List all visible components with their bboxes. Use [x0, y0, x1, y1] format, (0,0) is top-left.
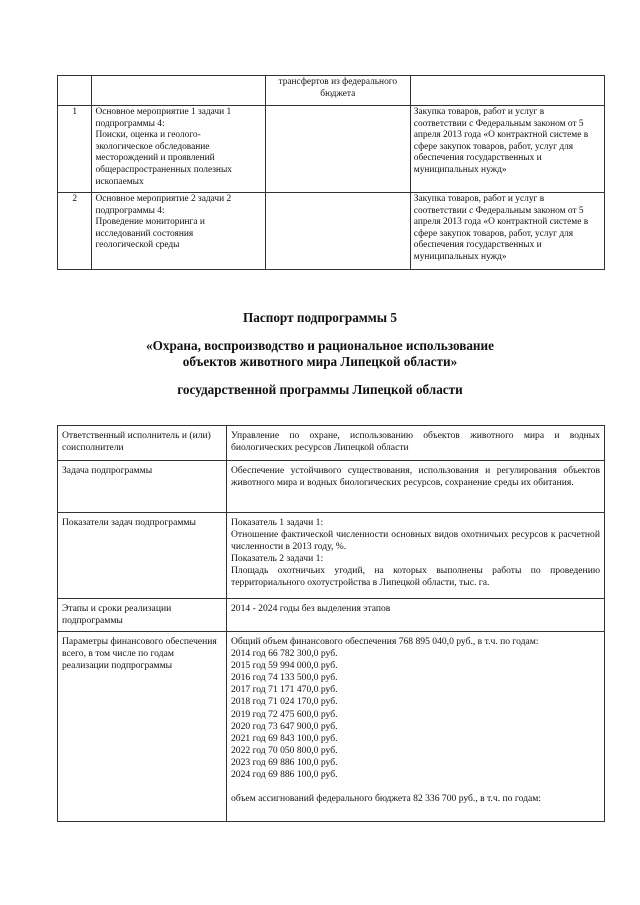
text-line: Общий объем финансового обеспечения 768 895 040,0 руб., в т.ч. по годам:	[231, 636, 539, 647]
row-label: Этапы и сроки реализации подпрограммы	[58, 599, 227, 632]
row-label: Ответственный исполнитель и (или) соисполнители	[58, 426, 227, 461]
text-line: Основное мероприятие 1 задачи 1	[95, 107, 232, 117]
passport-title: Паспорт подпрограммы 5	[243, 310, 397, 325]
text-line: Показатель 1 задачи 1:	[231, 517, 324, 528]
text-line: общераспространенных полезных	[95, 164, 232, 175]
table-row	[58, 426, 605, 461]
text-line: апреля 2013 года «О контрактной системе в	[413, 130, 589, 141]
table-row	[58, 632, 605, 822]
row-value	[227, 513, 605, 599]
row-value	[227, 599, 605, 632]
text-line: Поиски, оценка и геолого-	[95, 130, 201, 141]
table-cell	[58, 76, 92, 106]
text-line: 2016 год 74 133 500,0 руб.	[231, 672, 338, 684]
table-cell	[92, 76, 265, 106]
text-line: сфере закупок товаров, работ, услуг для	[413, 141, 574, 152]
table-cell: трансфертов из федерального бюджета	[265, 76, 410, 106]
text-line: подпрограммы 4:	[95, 118, 165, 129]
text-line: 2024 год 69 886 100,0 руб.	[231, 769, 338, 781]
event-name-cell	[92, 106, 265, 193]
text-line: Площадь охотничьих угодий, на которых выполнены работы по проведению территориального охотустройства в Липецкой области, тыс. га.	[231, 565, 600, 589]
subprogram-title-line-2: объектов животного мира Липецкой области»	[182, 354, 458, 369]
text-line: 2023 год 69 886 100,0 руб.	[231, 756, 338, 768]
program-title: государственной программы Липецкой области	[177, 382, 463, 397]
row-label: Показатели задач подпрограммы	[58, 513, 227, 599]
text-line: соответствии с Федеральным законом от 5	[413, 205, 584, 216]
table-cell	[410, 76, 604, 106]
text-line: Закупка товаров, работ и услуг в	[413, 107, 545, 117]
passport-table	[57, 425, 605, 822]
text-line: муниципальных нужд»	[413, 164, 507, 175]
text-line: Основное мероприятие 2 задачи 2	[95, 194, 232, 204]
text-line: муниципальных нужд»	[413, 251, 507, 262]
top-table	[57, 75, 605, 270]
table-row	[58, 461, 605, 513]
text-line: апреля 2013 года «О контрактной системе в	[413, 217, 589, 228]
row-label: Задача подпрограммы	[58, 461, 227, 513]
text-line: обеспечения государственных и	[413, 153, 542, 164]
row-number: 1	[58, 106, 92, 193]
text-line	[231, 781, 600, 793]
row-number: 2	[58, 193, 92, 270]
text-line: Отношение фактической численности основных видов охотничьих ресурсов к расчетной численности в 2013 году, %.	[231, 529, 600, 553]
text-line: подпрограммы 4:	[95, 205, 165, 216]
table-row	[58, 599, 605, 632]
row-label: Параметры финансового обеспечения всего, в том числе по годам реализации подпрограммы	[58, 632, 227, 822]
text-line: ископаемых	[95, 176, 144, 187]
text-line: 2017 год 71 171 470,0 руб.	[231, 684, 338, 696]
row-value	[227, 632, 605, 822]
text-line: 2019 год 72 475 600,0 руб.	[231, 708, 338, 720]
table-row	[58, 106, 605, 193]
table-row	[58, 76, 605, 106]
text-line: обеспечения государственных и	[413, 240, 542, 251]
table-cell	[265, 193, 410, 270]
text-line: Управление по охране, использованию объектов животного мира и водных биологических ресурсов Липецкой области	[231, 430, 600, 454]
text-line: сфере закупок товаров, работ, услуг для	[413, 228, 574, 239]
text-line: 2020 год 73 647 900,0 руб.	[231, 720, 338, 732]
text-line: Показатель 2 задачи 1:	[231, 553, 324, 565]
description-cell	[410, 106, 604, 193]
text-line: соответствии с Федеральным законом от 5	[413, 118, 584, 129]
text-line: месторождений и проявлений	[95, 153, 215, 164]
text-line: Обеспечение устойчивого существования, использования и регулирования объектов животного мира и водных биологических ресурсов, сохранение среды их обитания.	[231, 465, 600, 489]
text-line: Закупка товаров, работ и услуг в	[413, 194, 545, 204]
table-row	[58, 513, 605, 599]
description-cell	[410, 193, 604, 270]
event-name-cell	[92, 193, 265, 270]
text-line: 2018 год 71 024 170,0 руб.	[231, 696, 338, 708]
subprogram-title-line-1: «Охрана, воспроизводство и рациональное использование	[146, 338, 494, 353]
row-value	[227, 426, 605, 461]
text-line: Проведение мониторинга и	[95, 217, 205, 228]
text-line: 2022 год 70 050 800,0 руб.	[231, 744, 338, 756]
text-line: объем ассигнований федерального бюджета 82 336 700 руб., в т.ч. по годам:	[231, 793, 541, 805]
text-line: 2014 - 2024 годы без выделения этапов	[231, 603, 391, 614]
text-line: исследований состояния	[95, 228, 194, 239]
text-line: 2021 год 69 843 100,0 руб.	[231, 732, 338, 744]
table-row	[58, 193, 605, 270]
text-line: геологической среды	[95, 240, 180, 251]
text-line: 2015 год 59 994 000,0 руб.	[231, 660, 338, 672]
row-value	[227, 461, 605, 513]
text-line: экологическое обследование	[95, 141, 210, 152]
text-line: 2014 год 66 782 300,0 руб.	[231, 648, 338, 660]
table-cell	[265, 106, 410, 193]
